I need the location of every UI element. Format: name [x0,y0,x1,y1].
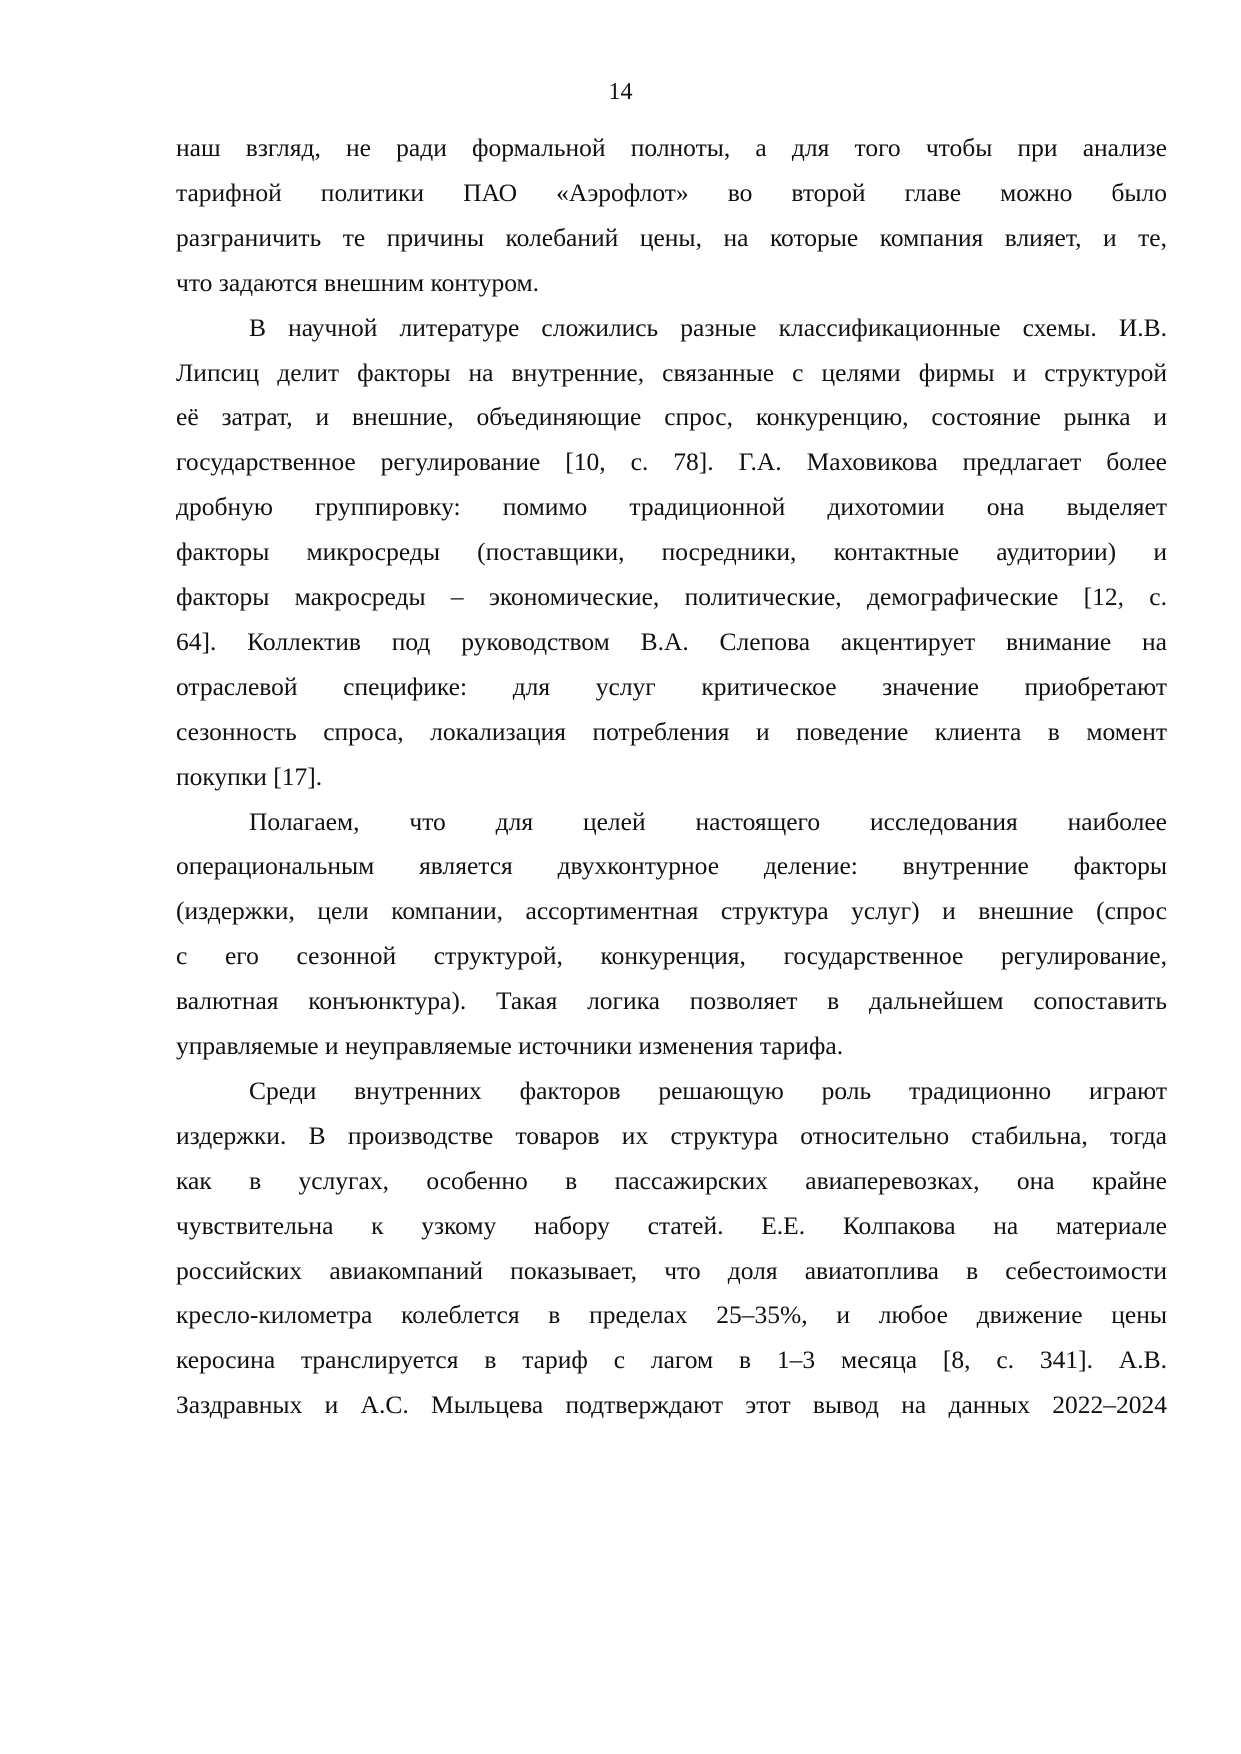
text-line: отраслевой специфике: для услуг критическое значение приобретают [176,671,1167,701]
text-line: кресло-километра колеблется в пределах 25–35%, и любое движение цены [176,1300,1167,1330]
text-line: как в услугах, особенно в пассажирских авиаперевозках, она крайне [176,1165,1167,1195]
text-line: тарифной политики ПАО «Аэрофлот» во второй главе можно было [176,177,1167,207]
text-line: управляемые и неуправляемые источники изменения тарифа. [176,1031,844,1060]
text-line: 64]. Коллектив под руководством В.А. Слепова акцентирует внимание на [176,626,1167,656]
text-line: Среди внутренних факторов решающую роль традиционно играют [249,1075,1167,1105]
text-line: операциональным является двухконтурное деление: внутренние факторы [176,851,1167,881]
text-line: её затрат, и внешние, объединяющие спрос, конкуренцию, состояние рынка и [176,402,1167,432]
text-line: валютная конъюнктура). Такая логика позволяет в дальнейшем сопоставить [176,986,1167,1016]
text-line: государственное регулирование [10, с. 78]. Г.А. Маховикова предлагает более [176,447,1167,477]
text-line: В научной литературе сложились разные классификационные схемы. И.В. [249,312,1167,342]
text-line: Липсиц делит факторы на внутренние, связанные с целями фирмы и структурой [176,357,1167,387]
text-line: чувствительна к узкому набору статей. Е.Е. Колпакова на материале [176,1210,1167,1240]
text-line: российских авиакомпаний показывает, что доля авиатоплива в себестоимости [176,1255,1167,1285]
text-line: Заздравных и А.С. Мыльцева подтверждают этот вывод на данных 2022–2024 [176,1390,1167,1420]
text-line: покупки [17]. [176,761,323,791]
text-line: наш взгляд, не ради формальной полноты, а для того чтобы при анализе [176,133,1167,162]
text-line: разграничить те причины колебаний цены, на которые компания влияет, и те, [176,222,1167,252]
text-line: издержки. В производстве товаров их структура относительно стабильна, тогда [176,1120,1167,1150]
text-line: дробную группировку: помимо традиционной дихотомии она выделяет [176,492,1167,522]
text-line: факторы микросреды (поставщики, посредники, контактные аудитории) и [176,537,1167,567]
text-line: Полагаем, что для целей настоящего исследования наиболее [249,806,1167,836]
text-line: с его сезонной структурой, конкуренция, государственное регулирование, [176,941,1167,971]
page-number: 14 [608,79,633,105]
text-line: факторы макросреды – экономические, политические, демографические [12, с. [176,582,1167,611]
text-line: (издержки, цели компании, ассортиментная структура услуг) и внешние (спрос [176,896,1167,926]
text-line: керосина транслируется в тариф с лагом в 1–3 месяца [8, с. 341]. А.В. [176,1345,1167,1375]
text-line: что задаются внешним контуром. [176,267,540,297]
text-line: сезонность спроса, локализация потребления и поведение клиента в момент [176,716,1167,746]
